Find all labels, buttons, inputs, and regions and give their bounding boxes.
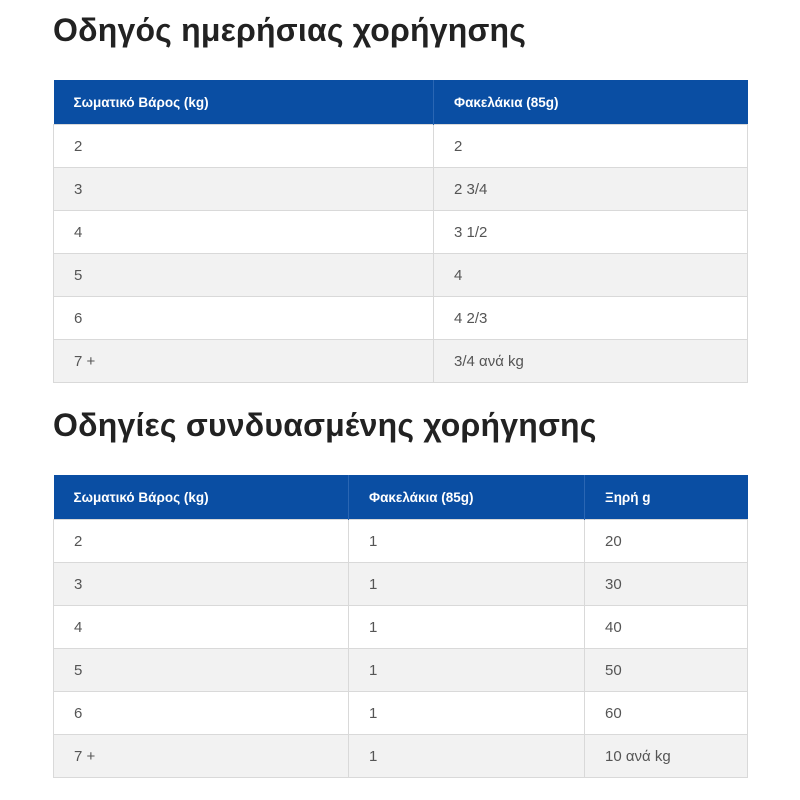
cell-body-weight: 3	[54, 563, 349, 606]
cell-body-weight: 4	[54, 606, 349, 649]
column-header-pouches: Φακελάκια (85g)	[434, 80, 748, 125]
table-row	[54, 254, 748, 297]
table-row	[54, 563, 748, 606]
table-header-row	[54, 80, 748, 125]
cell-pouches: 4	[434, 254, 748, 297]
table-row	[54, 340, 748, 383]
cell-pouches: 3/4 ανά kg	[434, 340, 748, 383]
cell-dry-food: 20	[585, 520, 748, 563]
table-row	[54, 520, 748, 563]
cell-pouches: 1	[349, 563, 585, 606]
cell-dry-food: 30	[585, 563, 748, 606]
cell-dry-food: 60	[585, 692, 748, 735]
column-header-body-weight: Σωματικό Βάρος (kg)	[54, 80, 434, 125]
cell-pouches: 1	[349, 606, 585, 649]
cell-dry-food: 50	[585, 649, 748, 692]
cell-body-weight: 4	[54, 211, 434, 254]
cell-body-weight: 6	[54, 297, 434, 340]
daily-feeding-table	[53, 80, 748, 383]
column-header-dry-food: Ξηρή g	[585, 475, 748, 520]
cell-pouches: 1	[349, 735, 585, 778]
cell-pouches: 1	[349, 520, 585, 563]
table-row	[54, 606, 748, 649]
table-row	[54, 211, 748, 254]
table-row	[54, 692, 748, 735]
cell-pouches: 3 1/2	[434, 211, 748, 254]
column-header-body-weight: Σωματικό Βάρος (kg)	[54, 475, 349, 520]
combined-feeding-table	[53, 475, 748, 778]
table-row	[54, 168, 748, 211]
table-header-row	[54, 475, 748, 520]
cell-pouches: 1	[349, 649, 585, 692]
cell-body-weight: 2	[54, 520, 349, 563]
cell-pouches: 2	[434, 125, 748, 168]
cell-pouches: 4 2/3	[434, 297, 748, 340]
cell-body-weight: 6	[54, 692, 349, 735]
table-row	[54, 649, 748, 692]
cell-body-weight: 7 +	[54, 340, 434, 383]
cell-body-weight: 2	[54, 125, 434, 168]
cell-body-weight: 5	[54, 254, 434, 297]
column-header-pouches: Φακελάκια (85g)	[349, 475, 585, 520]
cell-dry-food: 10 ανά kg	[585, 735, 748, 778]
cell-pouches: 2 3/4	[434, 168, 748, 211]
table-row	[54, 297, 748, 340]
daily-feeding-title: Οδηγός ημερήσιας χορήγησης	[53, 12, 527, 48]
combined-feeding-title: Οδηγίες συνδυασμένης χορήγησης	[53, 407, 597, 443]
cell-pouches: 1	[349, 692, 585, 735]
cell-body-weight: 3	[54, 168, 434, 211]
table-row	[54, 125, 748, 168]
cell-body-weight: 7 +	[54, 735, 349, 778]
cell-body-weight: 5	[54, 649, 349, 692]
table-row	[54, 735, 748, 778]
cell-dry-food: 40	[585, 606, 748, 649]
